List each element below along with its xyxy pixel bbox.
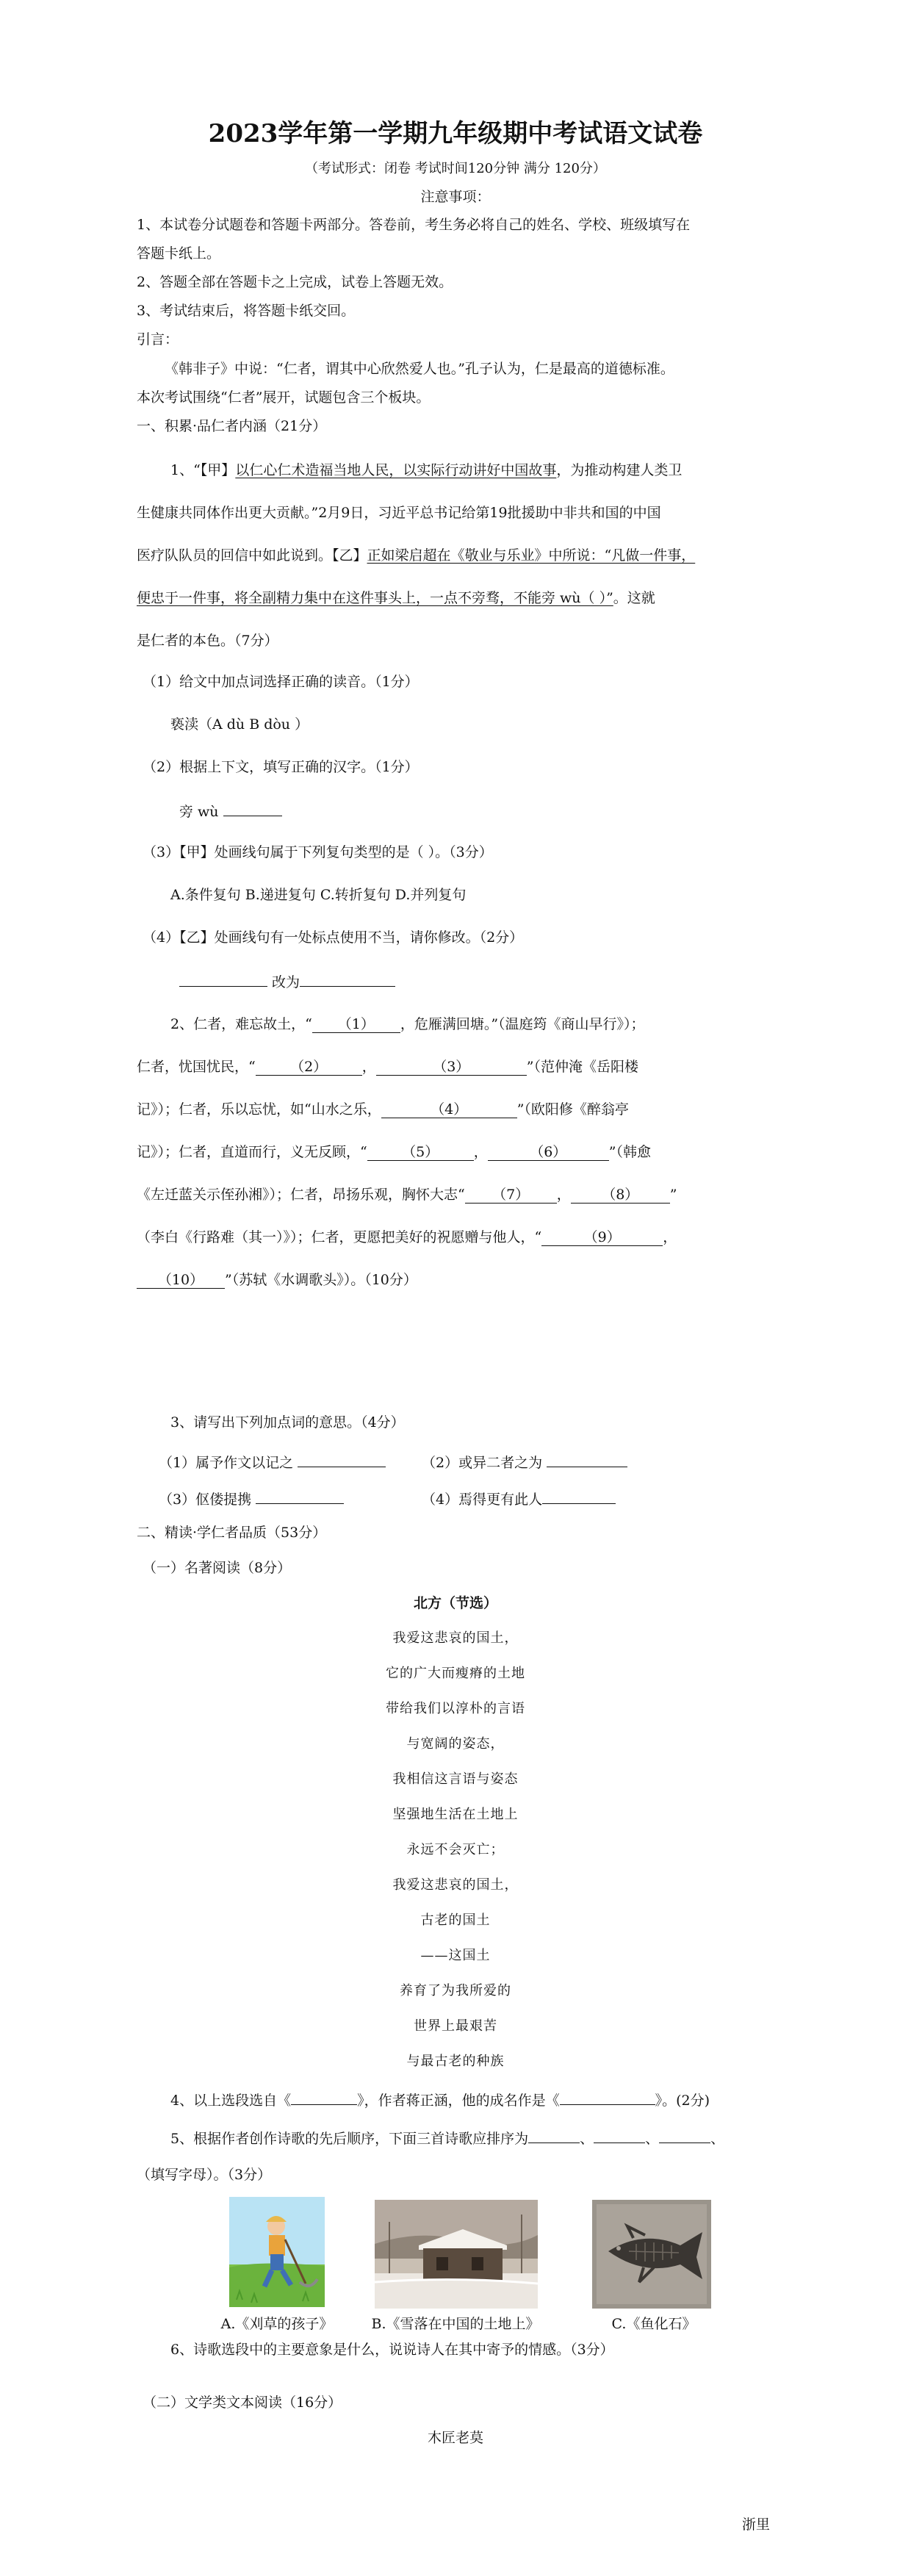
- q1-sub2-word: 旁 wù: [179, 804, 219, 820]
- q1-sub2: （2）根据上下文，填写正确的汉字。（1分）: [143, 759, 419, 775]
- notice-line: 1、本试卷分试题卷和答题卡两部分。答卷前，考生务必将自己的姓名、学校、班级填写在: [137, 217, 691, 233]
- q4-text: 》，作者蒋正涵，他的成名作是《: [357, 2093, 560, 2109]
- q1-sub4: （4）【乙】处画线句有一处标点使用不当，请你修改。（2分）: [143, 929, 524, 946]
- blank-10[interactable]: （10）: [137, 1272, 225, 1289]
- q3-item-1: [159, 1450, 386, 1473]
- q1-jia-label: 1、“【甲】: [170, 462, 236, 478]
- poem-line: 永远不会灭亡；: [406, 1842, 505, 1857]
- q3-phrase: （4）焉得更有此人: [422, 1492, 543, 1508]
- q1-yi-underlined: 正如梁启超在《敬业与乐业》中所说：“凡做一件事，: [367, 547, 696, 564]
- poem-line: 我爱这悲哀的国土，: [392, 1630, 519, 1646]
- q2-text: ”（范仲淹《岳阳楼: [526, 1059, 638, 1075]
- answer-blank[interactable]: [659, 2126, 710, 2143]
- q5-tail: （填写字母）。（3分）: [137, 2167, 272, 2183]
- q3-stem: 3、请写出下列加点词的意思。（4分）: [170, 1414, 405, 1431]
- intro-line: 本次考试围绕“仁者”展开，试题包含三个板块。: [137, 389, 431, 406]
- part2-heading: （二）文学类文本阅读（16分）: [143, 2395, 342, 2411]
- q5-text: 5、根据作者创作诗歌的先后顺序，下面三首诗歌应排序为: [170, 2131, 529, 2147]
- q4: [170, 2088, 710, 2111]
- q2-line3: [137, 1099, 629, 1120]
- answer-blank[interactable]: [547, 1450, 627, 1467]
- notice-line: 2、答题全部在答题卡之上完成，试卷上答题无效。: [137, 274, 453, 290]
- q3-phrase: （2）或异二者之为: [422, 1455, 543, 1471]
- poem-line: 我相信这言语与姿态: [392, 1771, 519, 1787]
- q6: 6、诗歌选段中的主要意象是什么，说说诗人在其中寄予的情感。（3分）: [170, 2342, 614, 2358]
- notice-line: 答题卡纸上。: [137, 245, 221, 262]
- poem-line: 我爱这悲哀的国土，: [392, 1877, 519, 1893]
- q3-phrase: （1）属予作文以记之: [159, 1455, 294, 1471]
- q4-text: 》。(2分): [655, 2093, 710, 2109]
- intro-line: 《韩非子》中说：“仁者，谓其中心欣然爱人也。”孔子认为，仁是最高的道德标准。: [165, 361, 674, 377]
- q2-text: ”（韩愈: [608, 1144, 651, 1160]
- blank-6[interactable]: （6）: [488, 1144, 609, 1161]
- q1-sub1: （1）给文中加点词选择正确的读音。（1分）: [143, 674, 419, 690]
- poem-line: 世界上最艰苦: [414, 2018, 497, 2034]
- part2-title: 木匠老莫: [427, 2430, 483, 2446]
- q2-line4: 记》）；仁者，直道而行，义无反顾，“ （5） ， （6） ”（韩愈: [137, 1144, 651, 1160]
- poem-line: 坚强地生活在土地上: [392, 1807, 519, 1822]
- q4-text: 4、以上选段选自《: [170, 2093, 292, 2109]
- q2-text: 记》）；仁者，乐以忘忧，如“山水之乐，: [137, 1101, 381, 1118]
- page-title: 2023学年第一学期九年级期中考试语文试卷: [208, 119, 703, 148]
- poem-title: 北方（节选）: [413, 1595, 497, 1611]
- q1-line3: [137, 545, 695, 566]
- image-b-caption: B.《雪落在中国的土地上》: [371, 2316, 540, 2332]
- notice-line: 3、考试结束后，将答题卡纸交回。: [137, 303, 356, 319]
- blank-9[interactable]: （9）: [541, 1229, 663, 1246]
- q2-line5: 《左迁蓝关示侄孙湘》）；仁者，昂扬乐观，胸怀大志“ （7） ， （8） ”: [137, 1187, 677, 1203]
- q3-item-2: [422, 1450, 627, 1473]
- answer-blank[interactable]: [179, 970, 267, 987]
- answer-blank[interactable]: [594, 2126, 645, 2143]
- answer-blank[interactable]: [560, 2088, 655, 2105]
- answer-blank[interactable]: [528, 2126, 580, 2143]
- q2-line7: [137, 1270, 417, 1290]
- poem-line: 带给我们以淳朴的言语: [386, 1701, 525, 1716]
- q1-sub2-fill: [179, 799, 282, 822]
- q2-text: （李白《行路难（其一）》）；仁者，更愿把美好的祝愿赠与他人，“: [137, 1229, 542, 1245]
- blank-2[interactable]: （2）: [256, 1059, 362, 1076]
- notice-heading: 注意事项：: [420, 189, 491, 205]
- q2-text: 记》）；仁者，直道而行，义无反顾，“: [137, 1144, 367, 1160]
- q1-line4: [137, 588, 655, 608]
- q1-line1-tail: ，为推动构建人类卫: [556, 462, 683, 478]
- poem-line: 与宽阔的姿态，: [406, 1736, 505, 1752]
- answer-blank[interactable]: [542, 1487, 616, 1504]
- blank-7[interactable]: （7）: [465, 1187, 557, 1204]
- blank-3[interactable]: （3）: [376, 1059, 527, 1076]
- q1-sub4-fill: [179, 970, 395, 993]
- footer-text: 浙里: [742, 2516, 771, 2533]
- poem-line: 它的广大而瘦瘠的土地: [386, 1666, 525, 1681]
- poem-line: 古老的国土: [420, 1913, 491, 1928]
- q1-line4-tail: 。这就: [613, 590, 655, 606]
- image-a-caption: A.《刈草的孩子》: [220, 2316, 334, 2332]
- image-c: [592, 2200, 711, 2309]
- answer-blank[interactable]: [291, 2088, 357, 2105]
- q1-sub3-options: A.条件复句 B.递进复句 C.转折复句 D.并列复句: [170, 887, 467, 903]
- q2-line1: [170, 1014, 645, 1035]
- q2-text: ”（欧阳修《醉翁亭: [516, 1101, 629, 1118]
- q2-text: 仁者，忧国忧民，“: [137, 1059, 256, 1075]
- image-b: [375, 2200, 538, 2309]
- answer-blank[interactable]: [223, 799, 282, 816]
- poem-line: 养育了为我所爱的: [400, 1983, 511, 1998]
- q3-phrase: （3）伛偻提携: [159, 1492, 252, 1508]
- answer-blank[interactable]: [256, 1487, 344, 1504]
- exam-info: （考试形式：闭卷 考试时间120分钟 满分 120分）: [305, 161, 606, 176]
- image-a: [229, 2197, 325, 2307]
- q3-item-4: [422, 1487, 616, 1510]
- q5: 5、根据作者创作诗歌的先后顺序，下面三首诗歌应排序为 、 、 、: [170, 2126, 724, 2149]
- section2-heading: 二、精读·学仁者品质（53分）: [137, 1525, 327, 1541]
- blank-5[interactable]: （5）: [367, 1144, 474, 1161]
- q1-sub4-word: 改为: [272, 974, 300, 990]
- q1-sub3: （3）【甲】处画线句属于下列复句类型的是（ ）。（3分）: [143, 844, 493, 860]
- q1-sub1-options: 亵渎（A dù B dòu ）: [170, 716, 309, 733]
- q1-yi-underlined-cont: 便忠于一件事，将全副精力集中在这件事头上，一点不旁骛，不能旁 wù（ ）”: [137, 590, 613, 606]
- q1-line1: [170, 460, 682, 481]
- q2-text: 《左迁蓝关示侄孙湘》）；仁者，昂扬乐观，胸怀大志“: [137, 1187, 465, 1203]
- blank-4[interactable]: （4）: [381, 1101, 517, 1118]
- answer-blank[interactable]: [300, 970, 395, 987]
- q2-line2: 仁者，忧国忧民，“ （2） ， （3） ”（范仲淹《岳阳楼: [137, 1059, 638, 1075]
- q1-line5: 是仁者的本色。（7分）: [137, 633, 278, 649]
- poem-line: ——这国土: [420, 1948, 491, 1963]
- q1-line2: 生健康共同体作出更大贡献。”2月9日，习近平总书记给第19批援助中非共和国的中国: [137, 505, 661, 521]
- q2-line6: （李白《行路难（其一）》）；仁者，更愿把美好的祝愿赠与他人，“ （9） ，: [137, 1229, 677, 1245]
- blank-1[interactable]: （1）: [312, 1016, 400, 1033]
- child-mowing-grass-icon: [229, 2197, 325, 2307]
- q2-text: 2、仁者，难忘故土，“: [170, 1016, 312, 1032]
- q1-jia-underlined: 以仁心仁术造福当地人民，以实际行动讲好中国故事: [235, 462, 557, 478]
- part1-heading: （一）名著阅读（8分）: [143, 1560, 292, 1576]
- answer-blank[interactable]: [298, 1450, 386, 1467]
- fish-fossil-icon: [592, 2200, 711, 2309]
- image-c-caption: C.《鱼化石》: [611, 2316, 696, 2332]
- q2-text: ”（苏轼《水调歌头》）。（10分）: [225, 1272, 417, 1288]
- snowy-house-icon: [375, 2200, 538, 2309]
- blank-8[interactable]: （8）: [571, 1187, 670, 1204]
- q2-text: ，危雁满回塘。”（温庭筠《商山早行》）；: [400, 1016, 645, 1032]
- intro-label: 引言：: [137, 331, 179, 348]
- q1-yi-label: 医疗队队员的回信中如此说到。【乙】: [137, 547, 367, 564]
- poem-line: 与最古老的种族: [406, 2054, 505, 2069]
- q3-item-3: [159, 1487, 344, 1510]
- section1-heading: 一、积累·品仁者内涵（21分）: [137, 418, 327, 434]
